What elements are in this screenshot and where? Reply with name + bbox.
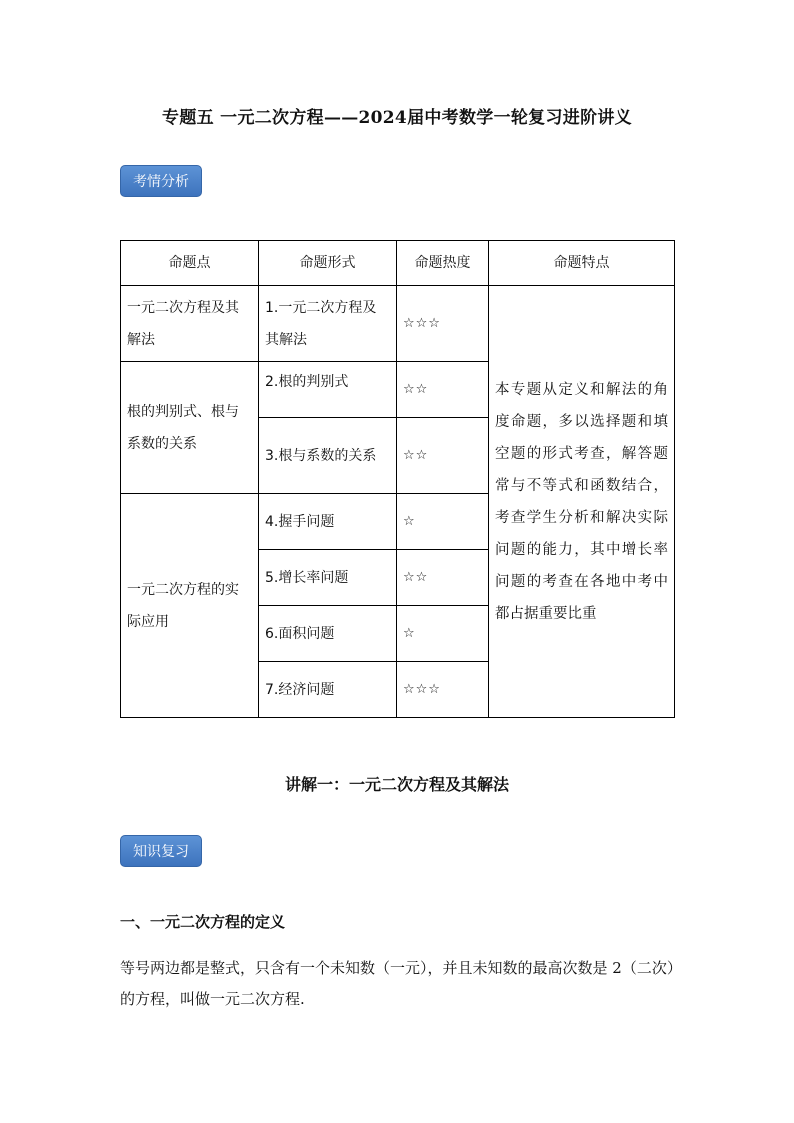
form-cell: 3.根与系数的关系 bbox=[259, 418, 397, 494]
form-cell: 7.经济问题 bbox=[259, 662, 397, 718]
header-cell: 命题热度 bbox=[397, 241, 489, 286]
definition-paragraph: 等号两边都是整式，只含有一个未知数（一元），并且未知数的最高次数是 2（二次）的方程，叫做一元二次方程. bbox=[120, 959, 675, 1008]
section-tag-exam-analysis: 考情分析 bbox=[120, 165, 202, 197]
table-row bbox=[121, 286, 675, 362]
header-cell: 命题形式 bbox=[259, 241, 397, 286]
header-cell: 命题点 bbox=[121, 241, 259, 286]
heat-cell: ☆☆☆ bbox=[397, 662, 489, 718]
heat-cell: ☆ bbox=[397, 494, 489, 550]
form-cell: 6.面积问题 bbox=[259, 606, 397, 662]
form-cell: 2.根的判别式 bbox=[259, 362, 397, 418]
exam-analysis-table bbox=[120, 240, 675, 718]
heat-cell: ☆☆ bbox=[397, 418, 489, 494]
heat-cell: ☆ bbox=[397, 606, 489, 662]
table-header-row bbox=[121, 241, 675, 286]
point-cell: 一元二次方程及其解法 bbox=[121, 286, 259, 362]
heat-cell: ☆☆ bbox=[397, 362, 489, 418]
header-cell: 命题特点 bbox=[489, 241, 675, 286]
section-tag-knowledge-review: 知识复习 bbox=[120, 835, 202, 867]
feature-cell: 本专题从定义和解法的角度命题，多以选择题和填空题的形式考查，解答题常与不等式和函数结合，考查学生分析和解决实际问题的能力，其中增长率问题的考查在各地中考中都占据重要比重 bbox=[489, 286, 675, 718]
point-cell: 根的判别式、根与系数的关系 bbox=[121, 362, 259, 494]
heat-cell: ☆☆☆ bbox=[397, 286, 489, 362]
form-cell: 1.一元二次方程及其解法 bbox=[259, 286, 397, 362]
form-cell: 5.增长率问题 bbox=[259, 550, 397, 606]
section-title: 讲解一：一元二次方程及其解法 bbox=[284, 775, 509, 794]
point-cell: 一元二次方程的实际应用 bbox=[121, 494, 259, 718]
document-title: 专题五 一元二次方程——2024届中考数学一轮复习进阶讲义 bbox=[162, 108, 632, 128]
heat-cell: ☆☆ bbox=[397, 550, 489, 606]
subheading: 一、一元二次方程的定义 bbox=[120, 913, 286, 931]
form-cell: 4.握手问题 bbox=[259, 494, 397, 550]
